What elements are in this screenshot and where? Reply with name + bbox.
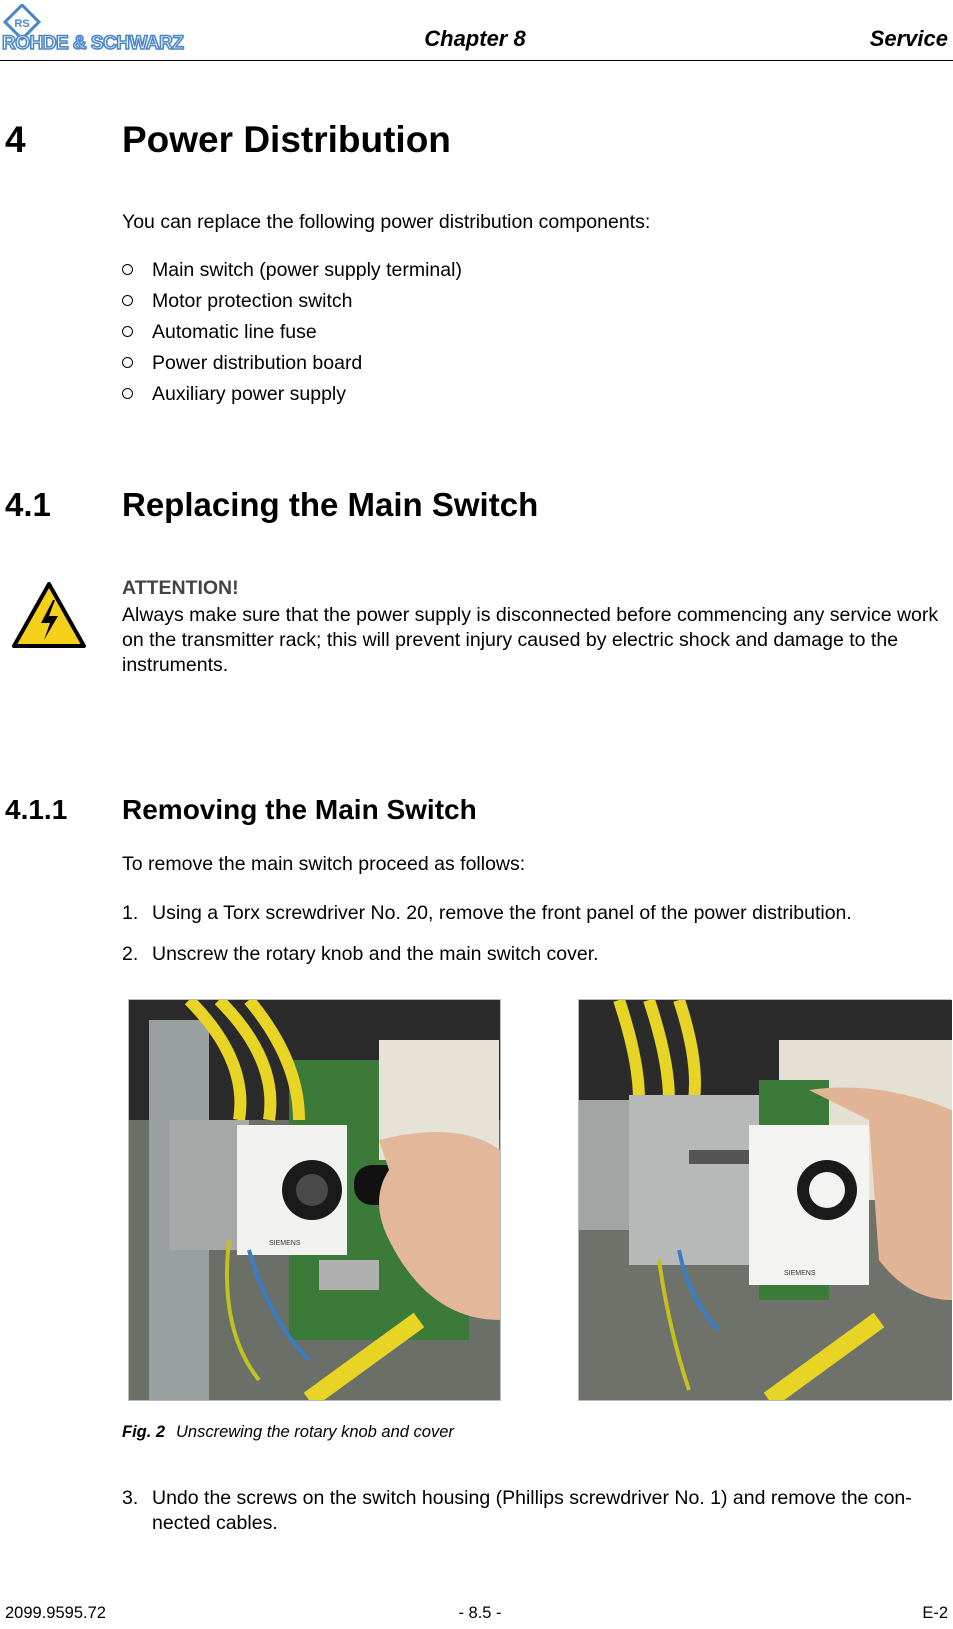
section-number: 4 — [5, 119, 26, 160]
figure-label: Fig. 2 — [122, 1423, 166, 1441]
header-chapter: Chapter 8 — [424, 26, 526, 51]
subsubsection-number: 4.1.1 — [5, 794, 68, 825]
photo-removing-switch-cover — [578, 999, 951, 1401]
svg-text:SIEMENS: SIEMENS — [269, 1240, 301, 1247]
section-intro: You can replace the following power distribution components: — [122, 211, 651, 233]
rohde-schwarz-logo — [2, 4, 224, 52]
header-section: Service — [869, 26, 948, 51]
svg-text:SIEMENS: SIEMENS — [784, 1270, 816, 1277]
attention-body: Always make sure that the power supply is disconnected before commencing any service work on the transmitter rack; this will prevent injury caused by electric shock and damage to the instruments. — [122, 604, 939, 676]
bullet-circle-icon — [122, 295, 133, 306]
footer-doc-number: 2099.9595.72 — [5, 1604, 106, 1622]
svg-text:ROHDE & SCHWARZ: ROHDE & SCHWARZ — [2, 33, 184, 52]
footer-page-number: - 8.5 - — [458, 1604, 502, 1622]
subsection-title: Replacing the Main Switch — [122, 486, 539, 523]
subsection-number: 4.1 — [5, 486, 51, 523]
electric-hazard-warning-icon — [10, 580, 88, 652]
photo-removing-rotary-knob — [128, 999, 501, 1401]
bullet-circle-icon — [122, 357, 133, 368]
bullet-circle-icon — [122, 326, 133, 337]
svg-text:RS: RS — [14, 18, 30, 30]
bullet-circle-icon — [122, 264, 133, 275]
footer-edition: E-2 — [922, 1604, 948, 1622]
section-title: Power Distribution — [122, 119, 451, 160]
subsubsection-title: Removing the Main Switch — [122, 794, 477, 825]
bullet-circle-icon — [122, 388, 133, 399]
procedure-intro: To remove the main switch proceed as follows: — [122, 853, 526, 875]
header-divider — [0, 60, 953, 61]
figure-caption: Unscrewing the rotary knob and cover — [176, 1423, 454, 1441]
attention-title: ATTENTION! — [122, 577, 239, 599]
